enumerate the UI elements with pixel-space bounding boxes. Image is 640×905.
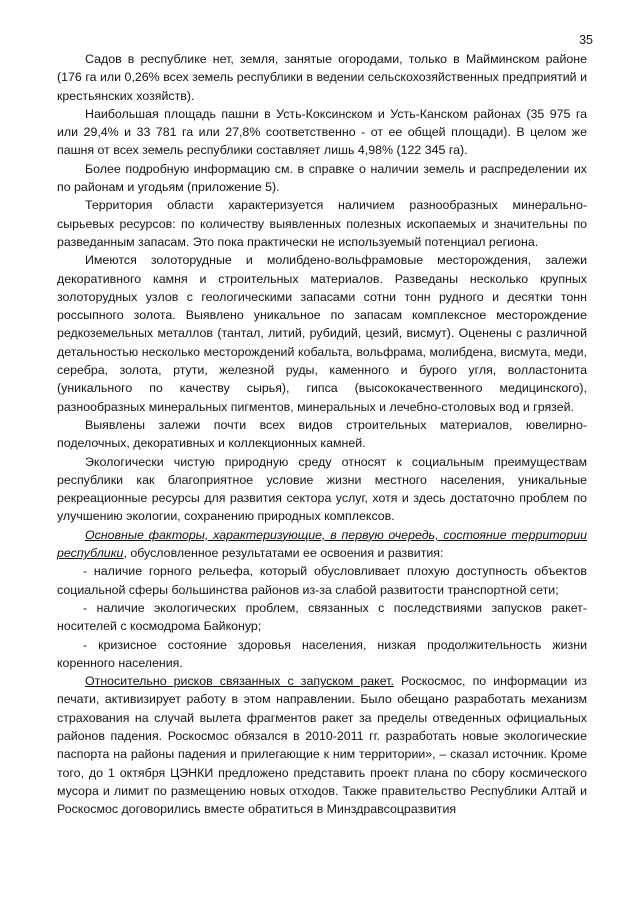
factor-item-ecology: - наличие экологических проблем, связанных с последствиями запусков ракет-носителей с космодрома Байконур; [57, 600, 587, 634]
paragraph-gardens: Садов в республике нет, земля, занятые огородами, только в Майминском районе (176 га или 0,26% всех земель республики в ведении сельскохозяйственных предприятий и крестьянских хозяйств). [57, 52, 587, 103]
paragraph-ecology: Экологически чистую природную среду относят к социальным преимуществам республики как благоприятное условие жизни местного населения, уникальные рекреационные ресурсы для развития сектора услуг, хотя и здесь достаточно проблем по улучшению экологии, сохранению природных комплексов. [57, 454, 587, 524]
paragraph-mineral-resources: Территория области характеризуется наличием разнообразных минерально-сырьевых ресурсов: по количеству выявленных полезных ископаемых и значительны по разведанным запасам. Это пока практически не используемый потенциал региона. [57, 198, 587, 249]
paragraph-deposits: Имеются золоторудные и молибдено-вольфрамовые месторождения, залежи декоративного камня и строительных материалов. Разведаны несколько крупных золоторудных узлов с геологическими запасами сотни тонн рудного и десятки тонн россыпного золота. Выявлено уникальное по запасам комплексное месторождение редкоземельных металлов (тантал, литий, рубидий, цезий, висмут). Оценены с различной детальностью несколько месторождений кобальта, вольфрама, молибдена, висмута, меди, серебра, золота, ртути, железной руды, каменного и бурого угля, волластонита (уникального по качеству сырья), гипса (высококачественного медицинского), разнообразных минеральных пигментов, минеральных и лечебно-столовых вод и грязей. [57, 253, 587, 414]
factors-heading-rest: , обусловленное результатами ее освоения и развития: [123, 546, 444, 561]
paragraph-risks [57, 672, 587, 818]
factor-item-health: - кризисное состояние здоровья населения, низкая продолжительность жизни коренного населения. [57, 637, 587, 670]
page-body [57, 50, 587, 818]
paragraph-more-info: Более подробную информацию см. в справке о наличии земель и распределении их по районам и угодьям (приложение 5). [57, 161, 587, 195]
paragraph-building-materials: Выявлены залежи почти всех видов строительных материалов, ювелирно-поделочных, декоративных и коллекционных камней. [57, 417, 587, 451]
page-number: 35 [579, 33, 593, 47]
factors-heading: Основные факторы, характеризующие, в первую очередь, состояние территории республики [57, 527, 587, 561]
risks-text: Роскосмос, по информации из печати, активизирует работу в этом направлении. Было обещано разработать механизм страхования на случай вылета фрагментов ракет за пределы отведенных официальных районов падения. Роскосмос обязался в 2010-2011 гг. разработать новые экологические паспорта на районы падения и прилегающие к ним территории», – сказал источник. Кроме того, до 1 октября ЦЭНКИ предложено представить проект плана по сбору космического мусора и лимит по размещению новых отходов. Также правительство Республики Алтай и Роскосмос договорились вместе обратиться в Минздравсоцразвития [57, 674, 587, 817]
factor-item-terrain: - наличие горного рельефа, который обусловливает плохую доступность объектов социальной сферы большинства районов из-за слабой развитости транспортной сети; [57, 564, 587, 597]
paragraph-arable-land: Наибольшая площадь пашни в Усть-Коксинском и Усть-Канском районах (35 975 га или 29,4% и 33 781 га или 27,8% соответственно - от ее общей площади). В целом же пашня от всех земель республики составляет лишь 4,98% (122 345 га). [57, 106, 587, 158]
paragraph-factors [57, 526, 587, 563]
risks-heading: Относительно рисков связанных с запуском ракет. [85, 674, 394, 689]
